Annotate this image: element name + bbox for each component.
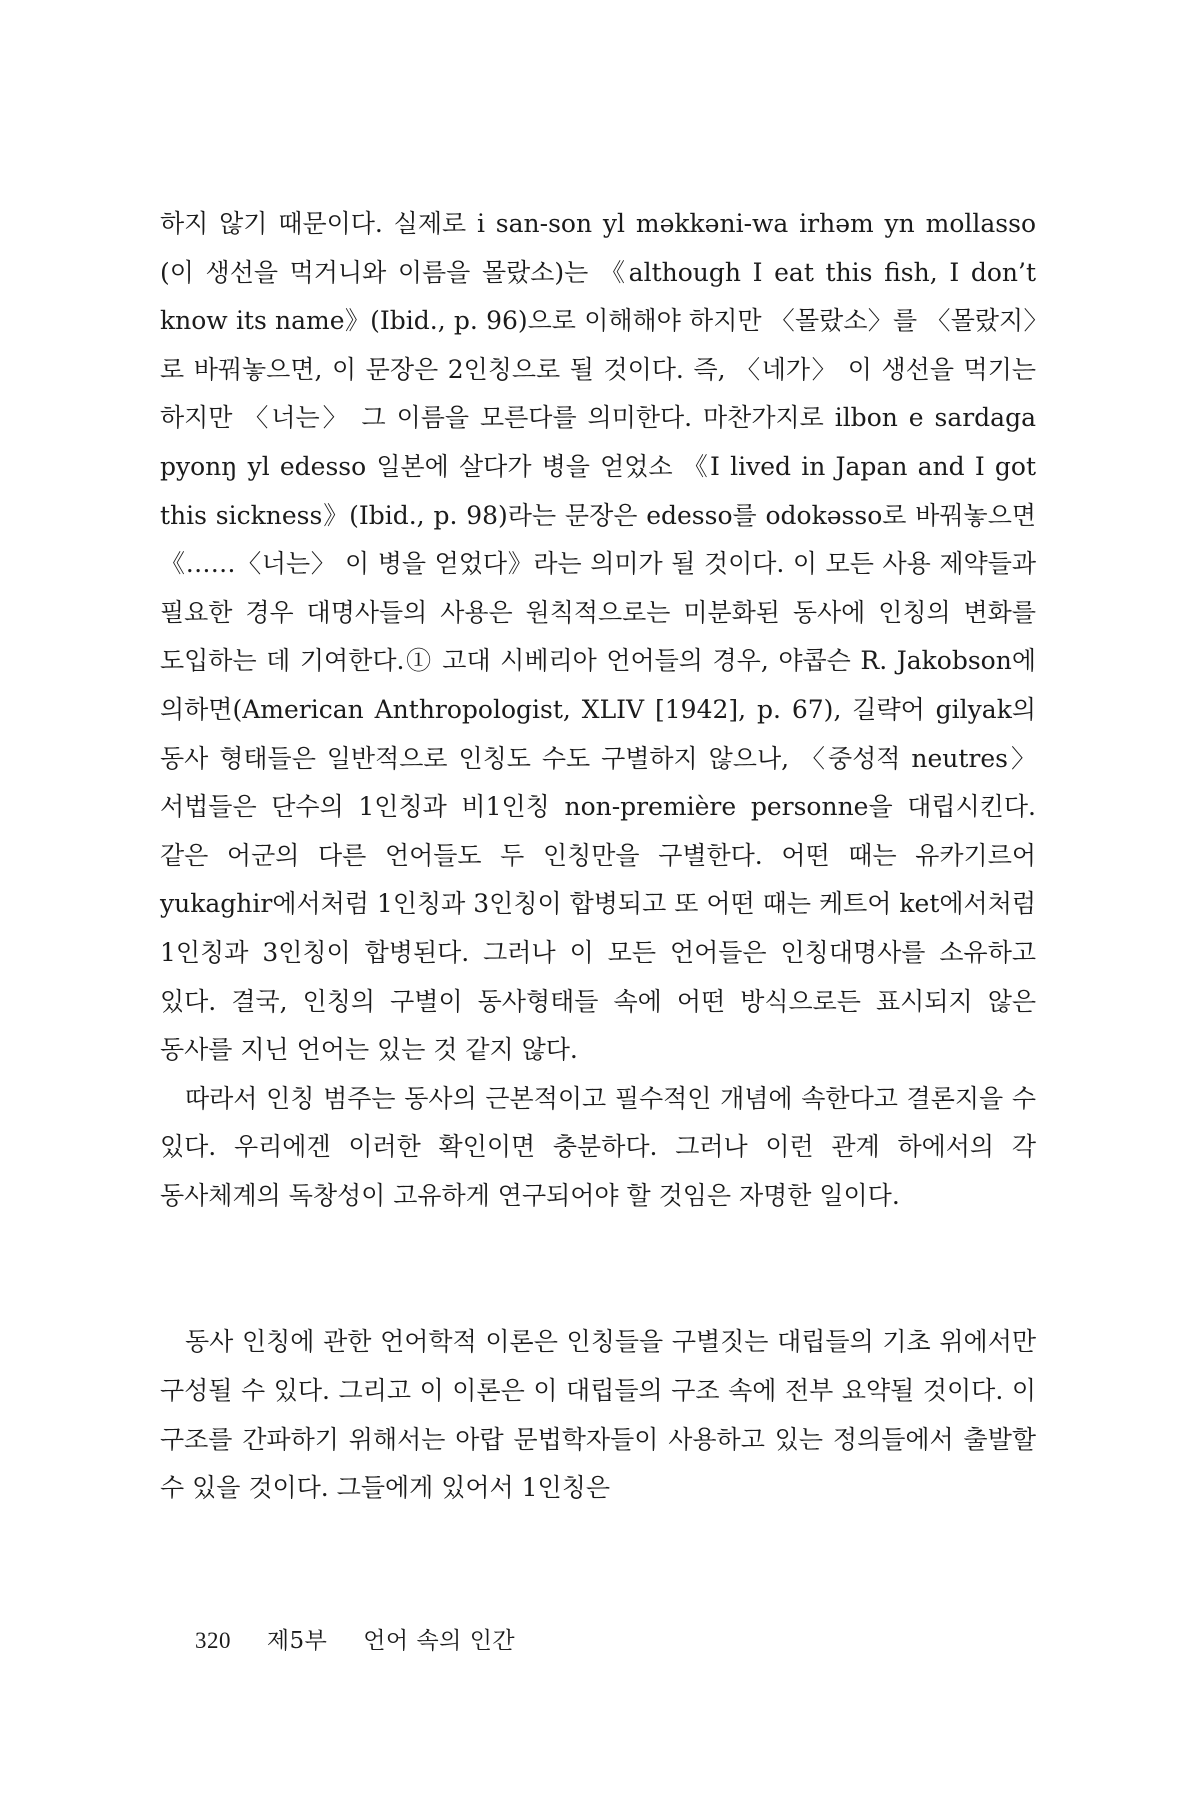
paragraph-2: 따라서 인칭 범주는 동사의 근본적이고 필수적인 개념에 속한다고 결론지을 수 있다. 우리에겐 이러한 확인이면 충분하다. 그러나 이런 관계 하에서의 각 동사체계의 독창성이 고유하게 연구되어야 할 것임은 자명한 일이다. — [160, 1083, 1036, 1210]
body-text — [160, 200, 1036, 1513]
section-label: 제5부 — [266, 1628, 328, 1654]
paragraph-gap — [160, 1220, 1036, 1318]
page-number: 320 — [195, 1628, 231, 1653]
paragraph-3: 동사 인칭에 관한 언어학적 이론은 인칭들을 구별짓는 대립들의 기초 위에서만 구성될 수 있다. 그리고 이 이론은 이 대립들의 구조 속에 전부 요약될 것이다. 이 구조를 간파하기 위해서는 아랍 문법학자들이 사용하고 있는 정의들에서 출발할 수 있을 것이다. 그들에게 있어서 1인칭은 — [160, 1327, 1036, 1503]
running-footer — [195, 1622, 515, 1655]
paragraph-1: 하지 않기 때문이다. 실제로 i san-son yl məkkəni-wa irhəm yn mollasso (이 생선을 먹거니와 이름을 몰랐소)는 《although I eat this fish, I don’t know its name》(Ibid., p. 96)으로 이해해야 하지만 〈몰랐소〉를 〈몰랐지〉로 바꿔놓으면, 이 문장은 2인칭으로 될 것이다. 즉, 〈네가〉 이 생선을 먹기는 하지만 〈너는〉 그 이름을 모른다를 의미한다. 마찬가지로 ilbon e sardaga pyonŋ yl edesso 일본에 살다가 병을 얻었소 《I lived in Japan and I got this sickness》(Ibid., p. 98)라는 문장은 edesso를 odokəsso로 바꿔놓으면 《……〈너는〉 이 병을 얻었다》라는 의미가 될 것이다. 이 모든 사용 제약들과 필요한 경우 대명사들의 사용은 원칙적으로는 미분화된 동사에 인칭의 변화를 도입하는 데 기여한다.① 고대 시베리아 언어들의 경우, 야콥슨 R. Jakobson에 의하면(American Anthropologist, XLIV [1942], p. 67), 길략어 gilyak의 동사 형태들은 일반적으로 인칭도 수도 구별하지 않으나, 〈중성적 neutres〉 서법들은 단수의 1인칭과 비1인칭 non-première personne을 대립시킨다. 같은 어군의 다른 언어들도 두 인칭만을 구별한다. 어떤 때는 유카기르어 yukaghir에서처럼 1인칭과 3인칭이 합병되고 또 어떤 때는 케트어 ket에서처럼 1인칭과 3인칭이 합병된다. 그러나 이 모든 언어들은 인칭대명사를 소유하고 있다. 결국, 인칭의 구별이 동사형태들 속에 어떤 방식으로든 표시되지 않은 동사를 지닌 언어는 있는 것 같지 않다. — [160, 209, 1036, 1065]
section-title: 언어 속의 인간 — [363, 1628, 516, 1654]
